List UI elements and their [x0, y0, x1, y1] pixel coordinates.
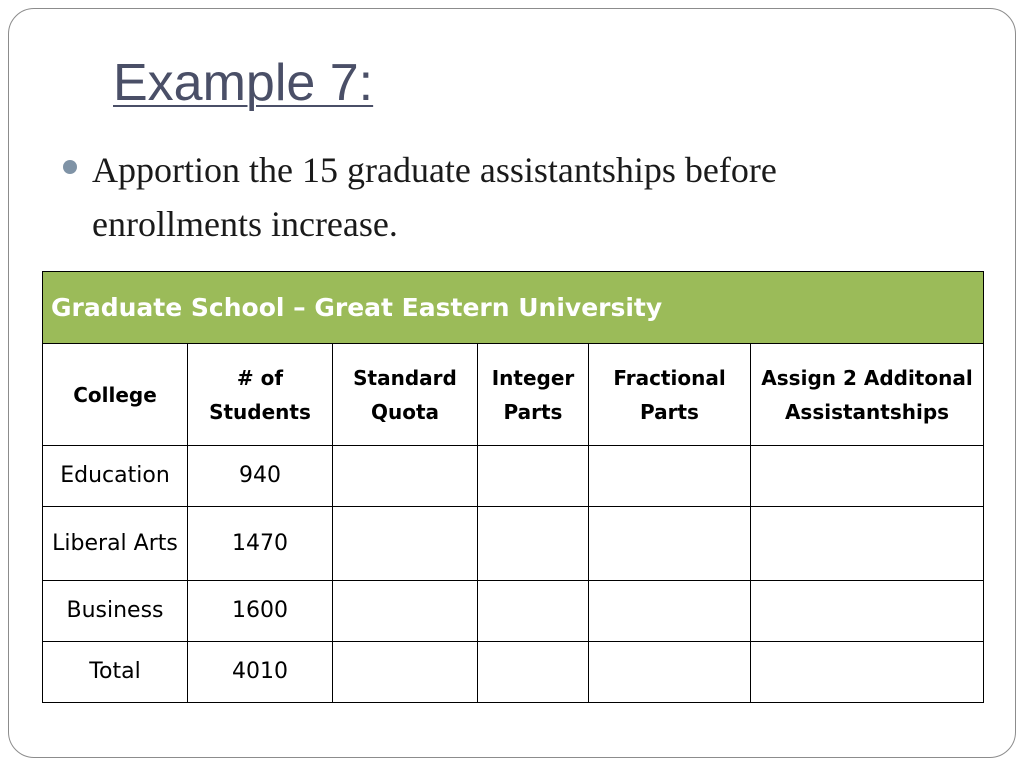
cell-fractional-parts — [589, 581, 751, 642]
cell-students: 940 — [188, 446, 333, 507]
cell-college: Total — [43, 642, 188, 703]
header-integer-parts: Integer Parts — [478, 344, 589, 446]
bullet-dot-icon — [63, 160, 77, 174]
cell-fractional-parts — [589, 446, 751, 507]
table-row — [43, 507, 984, 581]
cell-fractional-parts — [589, 642, 751, 703]
cell-standard-quota — [333, 642, 478, 703]
cell-standard-quota — [333, 507, 478, 581]
apportionment-table — [42, 271, 984, 703]
cell-college: Education — [43, 446, 188, 507]
cell-college: Liberal Arts — [43, 507, 188, 581]
header-fractional-parts: Fractional Parts — [589, 344, 751, 446]
cell-integer-parts — [478, 446, 589, 507]
table-banner-row — [43, 272, 984, 344]
header-standard-quota: Standard Quota — [333, 344, 478, 446]
cell-fractional-parts — [589, 507, 751, 581]
table-row-total — [43, 642, 984, 703]
cell-integer-parts — [478, 581, 589, 642]
bullet-text: Apportion the 15 graduate assistantships before enrollments increase. — [92, 150, 777, 244]
cell-standard-quota — [333, 446, 478, 507]
header-assign-additional: Assign 2 Additonal Assistantships — [751, 344, 984, 446]
cell-assign — [751, 642, 984, 703]
cell-assign — [751, 446, 984, 507]
table-row — [43, 581, 984, 642]
table-row — [43, 446, 984, 507]
slide-title: Example 7: — [113, 54, 374, 112]
table-header-row — [43, 344, 984, 446]
cell-assign — [751, 507, 984, 581]
cell-standard-quota — [333, 581, 478, 642]
header-college: College — [43, 344, 188, 446]
cell-assign — [751, 581, 984, 642]
cell-integer-parts — [478, 507, 589, 581]
table-banner: Graduate School – Great Eastern University — [43, 272, 984, 344]
cell-students: 4010 — [188, 642, 333, 703]
cell-integer-parts — [478, 642, 589, 703]
cell-students: 1600 — [188, 581, 333, 642]
header-students: # of Students — [188, 344, 333, 446]
cell-college: Business — [43, 581, 188, 642]
cell-students: 1470 — [188, 507, 333, 581]
